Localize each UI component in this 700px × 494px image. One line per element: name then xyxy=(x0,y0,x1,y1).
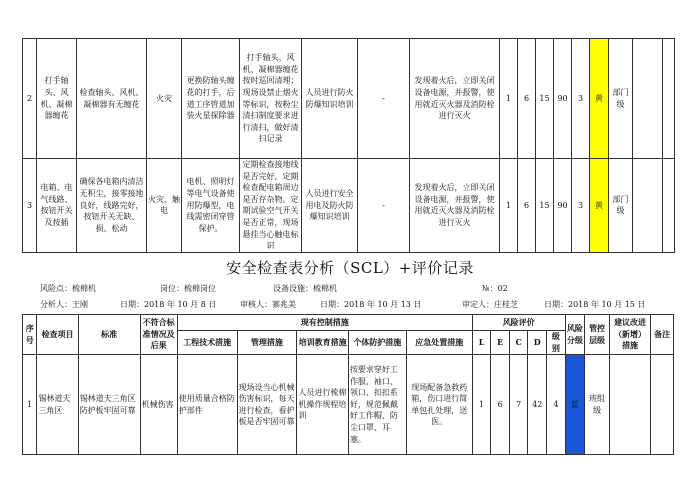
value-d: 90 xyxy=(554,159,572,253)
header-suggestion: 建议改进（新增）措施 xyxy=(609,315,650,355)
check-item: 电箱、电气线路、按钮开关及按插 xyxy=(37,159,77,253)
value-l: 1 xyxy=(500,159,518,253)
header-c: C xyxy=(509,331,528,355)
value-e: 6 xyxy=(518,39,536,159)
row-number: 3 xyxy=(23,159,37,253)
header-l: L xyxy=(472,331,491,355)
approval-date: 日期：2018 年 10 月 15 日 xyxy=(544,300,646,309)
value-l: 1 xyxy=(500,39,518,159)
upper-scl-table xyxy=(22,38,675,253)
table-row xyxy=(23,39,675,159)
control-level: 班组级 xyxy=(585,355,610,455)
header-engineering: 工程技术措施 xyxy=(177,331,237,355)
training-measure: 人员进行梳棉机操作规程培训 xyxy=(297,355,349,455)
risk-level: 3 xyxy=(572,39,590,159)
engineering-measure: 更换防轴头缠花的打手，后道工序管道加装火星探除器 xyxy=(182,39,240,159)
table-row xyxy=(23,159,675,253)
risk-color-cell: 蓝 xyxy=(565,355,585,455)
remark-cell xyxy=(663,39,675,159)
management-measure: 打手轴头、风机、凝棉器缠花按时巡回清理；现场设禁止烟火等标识，按粉尘清扫制度要求进行清扫，做好清扫记录 xyxy=(240,39,302,159)
review-date: 日期：2018 年 10 月 13 日 xyxy=(320,300,422,309)
header-e: E xyxy=(491,331,510,355)
row-number: 1 xyxy=(23,355,37,455)
header-row xyxy=(23,315,674,331)
check-item: 打手轴头、风机、凝棉器缠花 xyxy=(37,39,77,159)
value-c: 15 xyxy=(536,159,554,253)
suggestion-cell xyxy=(609,355,650,455)
consequence-cell: 机械伤害 xyxy=(140,355,177,455)
control-level: 部门级 xyxy=(609,39,633,159)
header-training: 培训教育措施 xyxy=(297,331,349,355)
management-measure: 现场设当心机械伤害标识，每天进行检查，看护板是否牢固可靠 xyxy=(237,355,297,455)
engineering-measure: 电机、照明灯等电气设备使用防爆型，电线需密闭穿管保护。 xyxy=(182,159,240,253)
remark-cell xyxy=(651,355,674,455)
approver-label: 审定人：庄桂芝 xyxy=(462,300,518,309)
consequence-cell: 火灾 xyxy=(147,39,182,159)
risk-color-cell: 黄 xyxy=(590,39,609,159)
ppe-measure: 按要求穿好工作服，袖口、领口、扣扣系好，规范佩戴好工作帽、防尘口罩、耳塞。 xyxy=(348,355,406,455)
check-item: 锡林道夫三角区 xyxy=(37,355,78,455)
risk-point-label: 风险点：梳棉机 xyxy=(40,284,96,293)
risk-color-cell: 黄 xyxy=(590,159,609,253)
suggestion-cell xyxy=(633,39,663,159)
header-risk-eval: 风险评价 xyxy=(472,315,565,331)
consequence-cell: 火灾、触电 xyxy=(147,159,182,253)
standard-cell: 确保各电箱内清洁无积尘，接零接地良好，线路完好，按钮开关无缺、损、松动 xyxy=(77,159,147,253)
header-no: 序号 xyxy=(23,315,37,355)
post-label: 岗位：梳棉岗位 xyxy=(160,284,216,293)
value-e: 6 xyxy=(491,355,510,455)
equipment-label: 设备设施：梳棉机 xyxy=(273,284,337,293)
reviewer-label: 审核人：寨兆美 xyxy=(240,300,296,309)
training-measure: 人员进行安全用电及防火防爆知识培训 xyxy=(302,159,358,253)
value-d: 90 xyxy=(554,39,572,159)
number-label: №：02 xyxy=(482,284,508,293)
value-d: 42 xyxy=(528,355,547,455)
emergency-measure: 现场配备急救药箱，伤口进行简单包扎处理，送医。 xyxy=(406,355,472,455)
remark-cell xyxy=(663,159,675,253)
header-management: 管理措施 xyxy=(237,331,297,355)
ppe-measure: - xyxy=(358,159,410,253)
header-ppe: 个体防护措施 xyxy=(348,331,406,355)
standard-cell: 锡林道夫三角区防护板牢固可靠 xyxy=(78,355,140,455)
standard-cell: 检查轴头、风机、凝棉器有无缠花 xyxy=(77,39,147,159)
row-number: 2 xyxy=(23,39,37,159)
table-row xyxy=(23,355,674,455)
emergency-measure: 发现着火后，立即关闭设备电源，并报警，使用就近灭火器及消防栓进行灭火 xyxy=(410,159,500,253)
emergency-measure: 发现着火后，立即关闭设备电源，并报警，使用就近灭火器及消防栓进行灭火 xyxy=(410,39,500,159)
header-remark: 备注 xyxy=(651,315,674,355)
control-level: 部门级 xyxy=(609,159,633,253)
scl-evaluation-table xyxy=(22,314,674,455)
engineering-measure: 使用质量合格防护部件 xyxy=(177,355,237,455)
header-level: 级别 xyxy=(547,331,566,355)
risk-level: 3 xyxy=(572,159,590,253)
header-control-level: 管控层级 xyxy=(585,315,610,355)
value-e: 6 xyxy=(518,159,536,253)
page-title: 安全检查表分析（SCL）+评价记录 xyxy=(226,259,474,277)
training-measure: 人员进行防火防爆知识培训 xyxy=(302,39,358,159)
header-item: 检查项目 xyxy=(37,315,78,355)
value-c: 7 xyxy=(509,355,528,455)
analyst-label: 分析人：王刚 xyxy=(40,300,88,309)
header-d: D xyxy=(528,331,547,355)
header-standard: 标准 xyxy=(78,315,140,355)
suggestion-cell xyxy=(633,159,663,253)
header-consequence: 不符合标准情况及后果 xyxy=(140,315,177,355)
risk-level: 4 xyxy=(547,355,566,455)
ppe-measure: - xyxy=(358,39,410,159)
value-c: 15 xyxy=(536,39,554,159)
analysis-date: 日期：2018 年 10 月 8 日 xyxy=(120,300,217,309)
management-measure: 定期检查接地线是否完好，定期检查配电箱周边是否存杂物。定期试验空气开关是否正常，现场悬挂当心触电标识 xyxy=(240,159,302,253)
value-l: 1 xyxy=(472,355,491,455)
header-risk-color: 风险分级 xyxy=(565,315,585,355)
header-emergency: 应急处置措施 xyxy=(406,331,472,355)
header-current-measures: 现有控制措施 xyxy=(177,315,472,331)
